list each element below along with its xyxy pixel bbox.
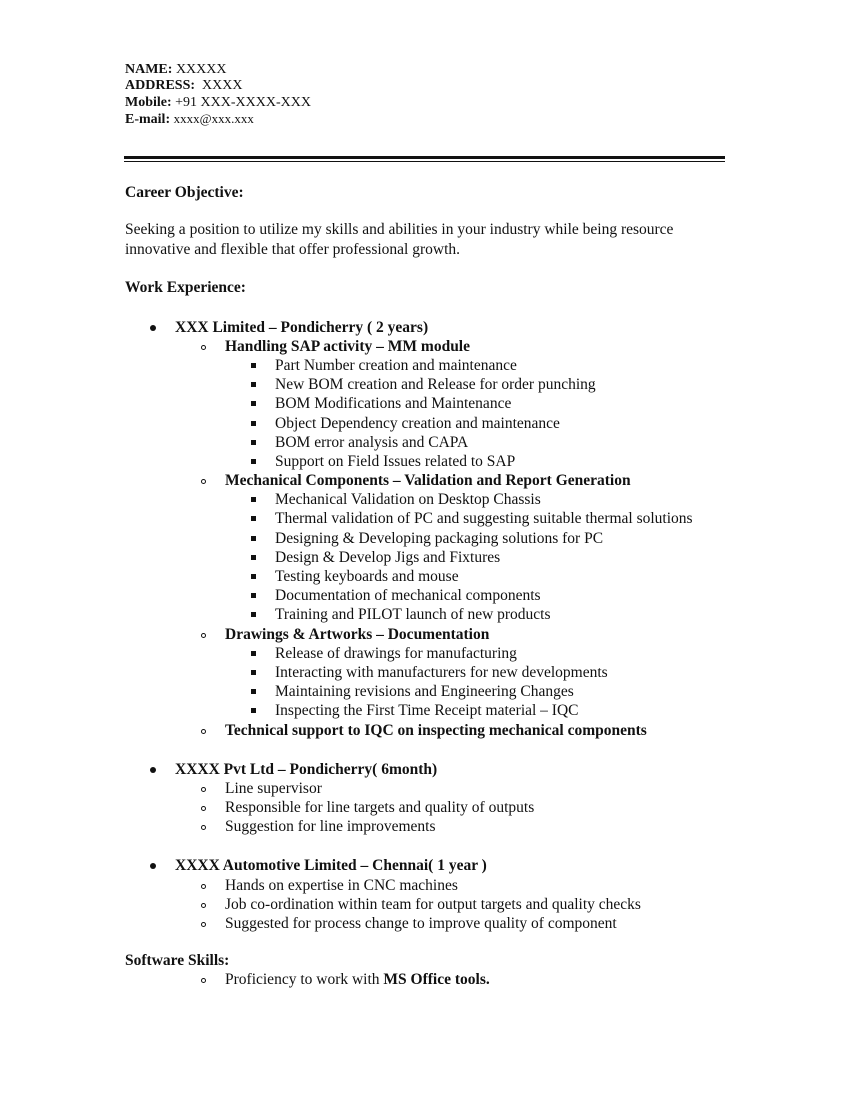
header-divider xyxy=(124,156,725,159)
section-title-text: Drawings & Artworks – Documentation xyxy=(225,625,490,643)
hollow-bullet-icon xyxy=(201,806,206,811)
square-bullet-icon xyxy=(251,593,256,598)
job-title-text: XXX Limited – Pondicherry ( 2 years) xyxy=(175,318,429,336)
square-bullet-icon xyxy=(251,440,256,445)
job-point-text: Suggestion for line improvements xyxy=(225,818,436,836)
task-item xyxy=(275,356,730,375)
square-bullet-icon xyxy=(251,689,256,694)
solid-bullet-icon xyxy=(150,767,156,773)
square-bullet-icon xyxy=(251,382,256,387)
job-point xyxy=(225,914,730,933)
mobile-value: +91 XXX-XXXX-XXX xyxy=(175,94,311,110)
task-item xyxy=(275,490,730,509)
email-value: xxxx@xxx.xxx xyxy=(173,110,254,126)
task-item xyxy=(275,509,730,528)
square-bullet-icon xyxy=(251,363,256,368)
task-item-text: Part Number creation and maintenance xyxy=(275,356,517,374)
job-title xyxy=(175,856,730,875)
task-item xyxy=(275,452,730,471)
square-bullet-icon xyxy=(251,651,256,656)
name-line xyxy=(125,62,311,78)
email-line xyxy=(125,111,311,128)
mobile-line xyxy=(125,95,311,111)
job-point xyxy=(225,895,730,914)
software-skills-text: Proficiency to work with xyxy=(225,971,384,989)
job-point-text: Job co-ordination within team for output targets and quality checks xyxy=(225,895,641,913)
job-spacer xyxy=(125,740,730,760)
square-bullet-icon xyxy=(251,459,256,464)
job-title xyxy=(175,318,730,337)
task-item-text: Object Dependency creation and maintenance xyxy=(275,414,560,432)
square-bullet-icon xyxy=(251,574,256,579)
job-point-text: Responsible for line targets and quality of outputs xyxy=(225,799,535,817)
task-item xyxy=(275,433,730,452)
solid-bullet-icon xyxy=(150,863,156,869)
address-value: XXXX xyxy=(202,78,243,94)
software-skills-heading: Software Skills: xyxy=(125,952,230,970)
square-bullet-icon xyxy=(251,401,256,406)
contact-block xyxy=(125,62,311,128)
square-bullet-icon xyxy=(251,516,256,521)
task-item xyxy=(275,701,730,720)
square-bullet-icon xyxy=(251,612,256,617)
job-spacer xyxy=(125,836,730,856)
hollow-bullet-icon xyxy=(201,825,206,830)
hollow-bullet-icon xyxy=(201,345,206,350)
job-point xyxy=(225,779,730,798)
task-item xyxy=(275,394,730,413)
section-title-text: Mechanical Components – Validation and Report Generation xyxy=(225,472,631,490)
job-point-text: Hands on expertise in CNC machines xyxy=(225,876,458,894)
task-item-text: Testing keyboards and mouse xyxy=(275,568,459,586)
job-point-text: Suggested for process change to improve quality of component xyxy=(225,915,617,933)
section-title-text: Technical support to IQC on inspecting mechanical components xyxy=(225,721,647,739)
job-point xyxy=(225,817,730,836)
task-item-text: BOM error analysis and CAPA xyxy=(275,433,469,451)
task-item-text: Interacting with manufacturers for new developments xyxy=(275,663,608,681)
work-experience-list xyxy=(125,318,730,934)
task-item xyxy=(275,644,730,663)
task-item-text: BOM Modifications and Maintenance xyxy=(275,395,512,413)
name-value: XXXXX xyxy=(175,62,227,77)
header-divider-thin xyxy=(124,161,725,162)
career-objective-heading: Career Objective: xyxy=(125,184,244,201)
hollow-bullet-icon xyxy=(201,922,206,927)
task-item xyxy=(275,586,730,605)
square-bullet-icon xyxy=(251,421,256,426)
job-title xyxy=(175,760,730,779)
software-skills-item xyxy=(225,970,730,989)
address-line xyxy=(125,78,311,94)
task-item-text: Mechanical Validation on Desktop Chassis xyxy=(275,491,541,509)
task-item-text: Thermal validation of PC and suggesting suitable thermal solutions xyxy=(275,510,693,528)
task-item-text: Maintaining revisions and Engineering Changes xyxy=(275,683,574,701)
task-item xyxy=(275,548,730,567)
square-bullet-icon xyxy=(251,708,256,713)
work-experience-heading: Work Experience: xyxy=(125,279,246,297)
task-item xyxy=(275,414,730,433)
job-point xyxy=(225,798,730,817)
task-item-text: Designing & Developing packaging solutions for PC xyxy=(275,529,604,547)
square-bullet-icon xyxy=(251,497,256,502)
resume-body xyxy=(125,183,730,990)
job-title-text: XXXX Automotive Limited – Chennai( 1 year ) xyxy=(175,857,487,875)
mobile-label: Mobile: xyxy=(125,94,172,110)
hollow-bullet-icon xyxy=(201,633,206,638)
section-title xyxy=(225,721,730,740)
task-item-text: Support on Field Issues related to SAP xyxy=(275,452,516,470)
task-item-text: Release of drawings for manufacturing xyxy=(275,644,517,662)
address-label: ADDRESS: xyxy=(125,78,196,94)
task-item xyxy=(275,529,730,548)
software-skills-tools: MS Office tools. xyxy=(383,971,490,989)
career-objective-text: Seeking a position to utilize my skills and abilities in your industry while being resource innovative and flexible that offer professional growth. xyxy=(125,221,674,258)
name-label: NAME: xyxy=(125,62,173,77)
solid-bullet-icon xyxy=(150,325,156,331)
task-item-text: Documentation of mechanical components xyxy=(275,587,541,605)
hollow-bullet-icon xyxy=(201,903,206,908)
task-item xyxy=(275,663,730,682)
section-title xyxy=(225,471,730,490)
hollow-bullet-icon xyxy=(201,787,206,792)
task-item xyxy=(275,567,730,586)
job-point-text: Line supervisor xyxy=(225,779,322,797)
job-point xyxy=(225,876,730,895)
task-item xyxy=(275,375,730,394)
hollow-bullet-icon xyxy=(201,479,206,484)
square-bullet-icon xyxy=(251,555,256,560)
square-bullet-icon xyxy=(251,670,256,675)
task-item xyxy=(275,605,730,624)
square-bullet-icon xyxy=(251,536,256,541)
task-item xyxy=(275,682,730,701)
task-item-text: Inspecting the First Time Receipt material – IQC xyxy=(275,702,579,720)
hollow-bullet-icon xyxy=(201,884,206,889)
section-title xyxy=(225,337,730,356)
section-title xyxy=(225,625,730,644)
hollow-bullet-icon xyxy=(201,978,206,983)
hollow-bullet-icon xyxy=(201,729,206,734)
job-title-text: XXXX Pvt Ltd – Pondicherry( 6month) xyxy=(175,760,438,778)
section-title-text: Handling SAP activity – MM module xyxy=(225,337,470,355)
task-item-text: Training and PILOT launch of new products xyxy=(275,606,551,624)
task-item-text: New BOM creation and Release for order punching xyxy=(275,376,596,394)
task-item-text: Design & Develop Jigs and Fixtures xyxy=(275,548,501,566)
email-label: E-mail: xyxy=(125,111,171,127)
